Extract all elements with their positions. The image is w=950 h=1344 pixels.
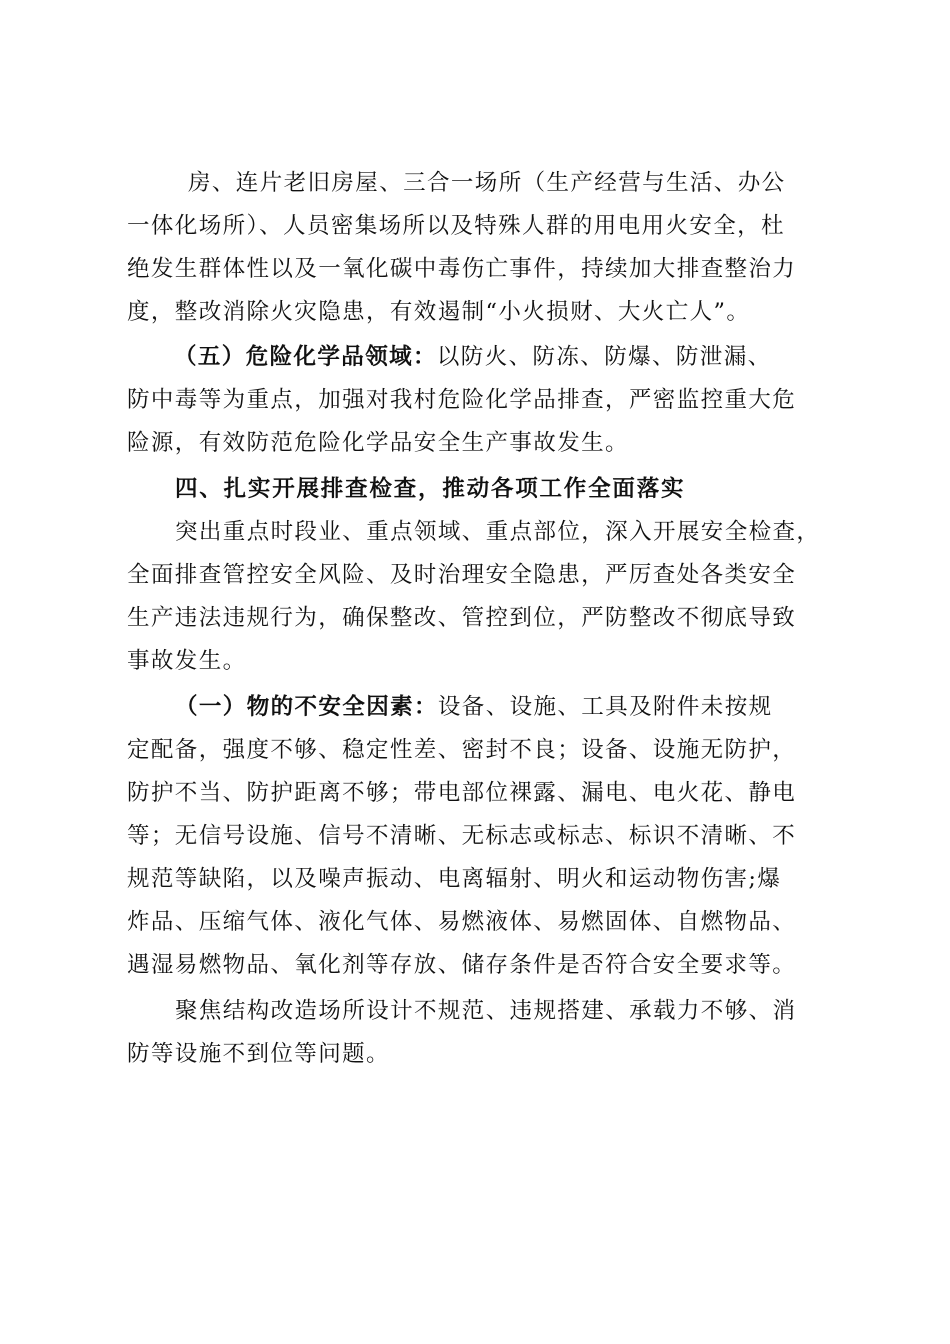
section-heading: 四、扎实开展排查检查，推动各项工作全面落实 (175, 476, 686, 502)
paragraph-line: 度，整改消除火灾隐患，有效遏制“小火损财、大火亡人”。 (127, 299, 751, 325)
paragraph-line: 定配备，强度不够、稳定性差、密封不良；设备、设施无防护， (127, 737, 797, 763)
section-one-text: 设备、设施、工具及附件未按规 (437, 694, 773, 720)
paragraph-line: 突出重点时段业、重点领域、重点部位，深入开展安全检查， (175, 519, 821, 545)
paragraph-line: 全面排查管控安全风险、及时治理安全隐患，严厉查处各类安全 (127, 562, 797, 588)
paragraph-line: 等；无信号设施、信号不清晰、无标志或标志、标识不清晰、不 (127, 823, 797, 849)
paragraph-line: 房、连片老旧房屋、三合一场所（生产经营与生活、办公 (188, 170, 786, 196)
paragraph-line: 一体化场所）、人员密集场所以及特殊人群的用电用火安全，杜 (127, 213, 785, 239)
paragraph-line: 事故发生。 (127, 648, 247, 674)
paragraph-line: 险源，有效防范危险化学品安全生产事故发生。 (127, 430, 629, 456)
section-five-line (174, 342, 894, 372)
paragraph-line: 遇湿易燃物品、氧化剂等存放、储存条件是否符合安全要求等。 (127, 952, 797, 978)
paragraph-line: 规范等缺陷，以及噪声振动、电离辐射、明火和运动物伤害;爆 (127, 866, 782, 892)
section-one-line (175, 692, 895, 722)
paragraph-line: 绝发生群体性以及一氧化碳中毒伤亡事件，持续加大排查整治力 (127, 256, 797, 282)
paragraph-line: 炸品、压缩气体、液化气体、易燃液体、易燃固体、自燃物品、 (127, 909, 797, 935)
section-five-text: 以防火、防冻、防爆、防泄漏、 (436, 344, 772, 370)
paragraph-line: 防护不当、防护距离不够；带电部位裸露、漏电、电火花、静电 (127, 780, 797, 806)
paragraph-line: 防中毒等为重点，加强对我村危险化学品排查，严密监控重大危 (127, 387, 797, 413)
section-five-label: （五）危险化学品领域： (174, 344, 437, 370)
paragraph-line: 聚焦结构改造场所设计不规范、违规搭建、承载力不够、消 (175, 998, 797, 1024)
section-one-label: （一）物的不安全因素： (175, 694, 438, 720)
paragraph-line: 防等设施不到位等问题。 (127, 1041, 390, 1067)
paragraph-line: 生产违法违规行为，确保整改、管控到位，严防整改不彻底导致 (127, 605, 797, 631)
